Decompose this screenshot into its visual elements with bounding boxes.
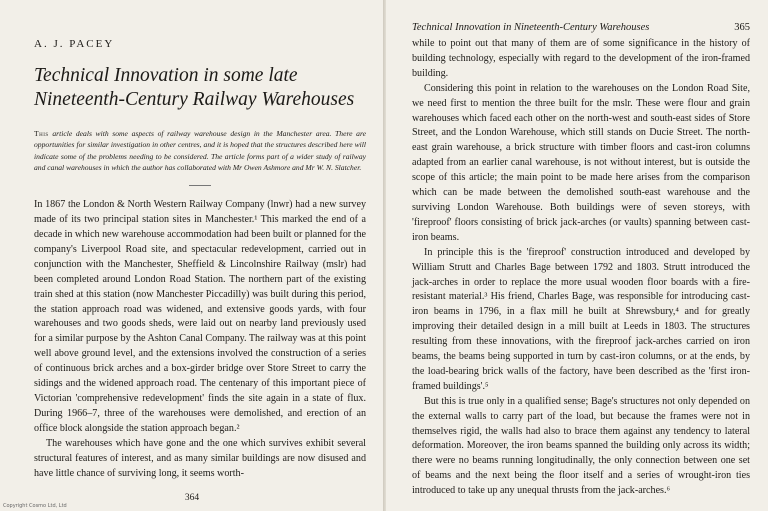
- right-page-number: 365: [734, 22, 750, 33]
- title-line-2: Nineteenth-Century Railway Warehouses: [34, 89, 355, 110]
- running-head: [412, 22, 750, 33]
- abstract-text: article deals with some aspects of railway warehouse design in the Manchester area. There are opportunities for similar investigation in other centres, and it is hoped that the structures described here will indicate some of the problems needing to be considered. The article forms part of a wider study of railway and canal warehouses in which the author has collaborated with Mr Owen Ashmore and Mr W. N. Slatcher.: [34, 129, 366, 172]
- abstract: [34, 128, 366, 173]
- right-body-text: [412, 37, 750, 499]
- right-paragraph-4: But this is true only in a qualified sense; Bage's structures not only depended on the external walls to carry part of the load, but because the frames were not in themselves rigid, the walls had also to brace them against any tendency to lateral deformation. Moreover, the iron beams spanned the building only across its width; there were no beams running longitudinally, the only connection between one set of beams and the next being the floor itself and a series of wrought-iron ties introduced to take up any unequal thrusts from the jack-arches.⁶: [412, 395, 750, 497]
- left-page-number: 364: [184, 493, 200, 503]
- abstract-lead: This: [34, 129, 49, 138]
- running-head-title: Technical Innovation in Nineteenth-Century Warehouses: [412, 22, 650, 33]
- section-divider: [189, 185, 211, 186]
- article-title: [34, 64, 366, 112]
- left-body-text: [34, 198, 366, 481]
- left-paragraph-1: In 1867 the London & North Western Railway Company (lnwr) had a new survey made of its two principal station sites in Manchester.¹ This marked the end of a decade in which new warehouse accommodation had been built or planned for the company's Liverpool Road site, and spectacular redevelopment, carried out in conjunction with the Manchester, Sheffield & Lincolnshire Railway (mslr) had been completed around London Road Station. The northern part of the existing train shed at this station (now Manchester Piccadilly) was built during this period, the station approach road was widened, and extensive goods yards, with four warehouses and two goods sheds, were laid out on nearby land previously used for a similar purpose by the Ashton Canal Company. The railway was at this point well above ground level, and the extensions involved the construction of a series of continuous brick arches and a box-girder bridge over Store Street to carry the sidings and the widened approach road. The centenary of this important piece of Victorian 'comprehensive redevelopment' finds the site again in a state of flux. During 1966–7, three of the warehouses were demolished, and erection of an office block alongside the station approach began.²: [34, 199, 366, 434]
- right-page: [386, 0, 768, 511]
- right-paragraph-1: while to point out that many of them are of some significance in the history of building technology, especially with regard to the development of the iron-framed building.: [412, 38, 750, 79]
- author-name: A. J. PACEY: [34, 38, 115, 50]
- left-paragraph-2: The warehouses which have gone and the one which survives exhibit several structural features of interest, and as many similar buildings are now disused and have little chance of surviving long, it seems worth-: [34, 437, 366, 479]
- right-paragraph-2: Considering this point in relation to the warehouses on the London Road Site, we need first to mention the three built for the mslr. These were flour and grain warehouses which faced each other on the north-west and south-east sides of Store Street, and the London Warehouse, which still stands on Ducie Street. The north-east grain warehouse, a brick structure with timber floors and cast-iron columns adapted from an earlier canal warehouse, is not without interest, but is outside the scope of this article; the main point to be made here arises from the comparison which can be made between the demolished south-east warehouse and the surviving London Warehouse. Both buildings were of seven storeys, with 'fireproof' floors consisting of brick jack-arches (or vaults) spanning between cast-iron beams.: [412, 82, 750, 243]
- right-paragraph-3: In principle this is the 'fireproof' construction introduced and developed by William Strutt and Charles Bage between 1792 and 1803. Strutt introduced the jack-arches in order to replace the more usual wooden floor boards with a fire-resistant material.³ His friend, Charles Bage, was responsible for introducing cast-iron beams in 1796, in a flax mill he built at Shrewsbury,⁴ and for greatly improving their detailed design in a mill built at Leeds in 1803. The structures resulting from these innovations, with the fireproof jack-arches carried on iron beams, the beams being supported in turn by cast-iron columns, or at the ends, by the load-bearing brick walls of the factory, have been described as the 'first iron-framed buildings'.⁵: [412, 246, 750, 392]
- copyright-notice: Copyright Cosmo Ltd, Ltd: [3, 503, 67, 509]
- title-line-1: Technical Innovation in some late: [34, 65, 298, 86]
